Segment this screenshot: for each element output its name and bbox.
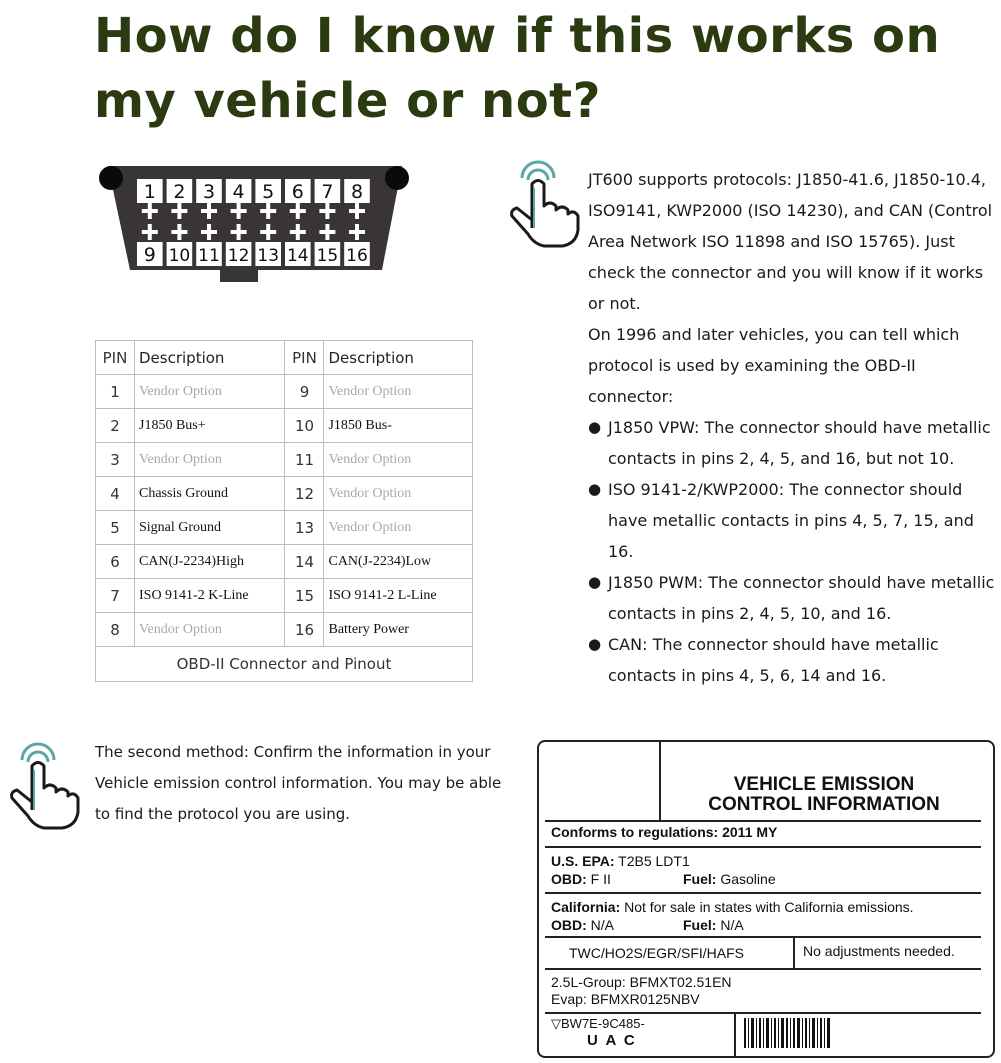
connector-pin-label: 4 [232,181,245,203]
pin-number: 3 [96,443,135,477]
obd-value: F II [590,871,611,887]
list-item [588,567,998,629]
table-row [96,443,473,477]
pin-number: 2 [96,409,135,443]
pin-contact [266,224,270,240]
connector-pin-label: 8 [350,181,364,203]
divider [545,1012,981,1014]
protocols-section [588,164,998,691]
divider [545,846,981,848]
protocols-intro: JT600 supports protocols: J1850-41.6, J1850-10.4, ISO9141, KWP2000 (ISO 14230), and CAN (Control Area Network ISO 11898 and ISO 15765). Just check the connector and you will know if it works or not. [588,170,993,313]
pin-contact [207,203,211,219]
label-heading: CONTROL INFORMATION [708,794,940,815]
california-key: California: [551,899,621,915]
pin-contact [325,224,329,240]
pin-number: 12 [285,477,324,511]
divider [734,1012,736,1056]
divider [793,936,795,968]
pin-description: Vendor Option [324,375,473,409]
pin-number: 14 [285,545,324,579]
connector-pin-label: 5 [262,181,275,203]
protocol-text: CAN: The connector should have metallic contacts in pins 4, 5, 6, 14 and 16. [608,635,939,685]
pin-contact [355,203,359,219]
protocol-text: J1850 VPW: The connector should have metallic contacts in pins 2, 4, 5, and 16, but not 10. [608,418,991,468]
fuel-key: Fuel: [683,871,717,887]
list-item [588,474,998,567]
pin-description: Chassis Ground [135,477,285,511]
emission-label [537,740,995,1058]
pin-description: Vendor Option [135,613,285,647]
pin-number: 10 [285,409,324,443]
page-title: How do I know if this works on my vehicle or not? [94,8,941,129]
part-code-value: BW7E-9C485- [561,1016,645,1031]
protocol-text: J1850 PWM: The connector should have metallic contacts in pins 2, 4, 5, 10, and 16. [608,573,995,623]
connector-pin-label: 12 [227,246,250,266]
pin-contact [148,203,152,219]
pin-description: Vendor Option [135,443,285,477]
connector-pin-label: 9 [143,244,156,266]
connector-pin-label: 14 [286,246,309,266]
fuel-value: N/A [720,917,744,933]
obd-line [551,871,611,887]
pin-number: 11 [285,443,324,477]
divider [545,892,981,894]
pin-header: PIN [285,341,324,375]
second-method-text: The second method: Confirm the information in your Vehicle emission control information. You may be able to find the protocol you are using. [95,743,502,823]
pin-contact [237,203,241,219]
systems-text: TWC/HO2S/EGR/SFI/HAFS [569,945,745,961]
pin-contact [325,203,329,219]
pin-number: 5 [96,511,135,545]
epa-value: T2B5 LDT1 [618,853,690,869]
pin-number: 1 [96,375,135,409]
pin-number: 15 [285,579,324,613]
table-caption-row [96,647,473,682]
california-value: Not for sale in states with California emissions. [624,899,914,915]
hand-pointer-icon [504,160,580,248]
divider [545,820,981,822]
pin-description: CAN(J-2234)High [135,545,285,579]
description-header: Description [135,341,285,375]
fuel-line [683,871,776,887]
connector-pin-label: 2 [173,181,186,203]
table-row [96,579,473,613]
conforms-text [551,824,777,840]
bullet-icon: ● [588,573,602,591]
table-row [96,613,473,647]
fuel-line [683,917,744,933]
barcode-icon [744,1018,834,1048]
pin-contact [296,224,300,240]
triangle-icon: ▽ [551,1016,561,1031]
obd-key: OBD: [551,871,587,887]
pin-description: ISO 9141-2 L-Line [324,579,473,613]
pin-number: 9 [285,375,324,409]
list-item [588,412,998,474]
fuel-value: Gasoline [720,871,776,887]
bullet-icon: ● [588,480,602,498]
connector-pin-label: 13 [257,246,280,266]
table-caption: OBD-II Connector and Pinout [96,647,473,682]
pin-header: PIN [96,341,135,375]
epa-line [551,853,690,869]
pin-description: ISO 9141-2 K-Line [135,579,285,613]
pin-number: 4 [96,477,135,511]
table-row [96,409,473,443]
hand-pointer-icon [4,742,80,830]
pin-description: Vendor Option [324,511,473,545]
evap-text: Evap: BFMXR0125NBV [551,991,700,1007]
connector-pin-label: 7 [321,181,334,203]
table-row [96,511,473,545]
pin-number: 8 [96,613,135,647]
table-row [96,545,473,579]
pin-description: Vendor Option [324,477,473,511]
list-item [588,629,998,691]
connector-pin-label: 6 [291,181,304,203]
pin-number: 6 [96,545,135,579]
epa-key: U.S. EPA: [551,853,615,869]
divider [545,968,981,970]
pin-description: J1850 Bus+ [135,409,285,443]
connector-pin-label: 3 [202,181,216,203]
pin-number: 7 [96,579,135,613]
part-code [551,1016,645,1032]
connector-pin-label: 1 [143,181,156,203]
connector-pin-label: 11 [198,246,220,266]
pin-description: Vendor Option [324,443,473,477]
pin-description: CAN(J-2234)Low [324,545,473,579]
pin-contact [177,224,181,240]
divider [659,742,661,820]
connector-pin-label: 16 [346,246,368,266]
label-heading: VEHICLE EMISSION [733,774,915,795]
pin-contact [207,224,211,240]
table-row [96,477,473,511]
california-line [551,899,914,915]
conforms-value: Conforms to regulations: 2011 MY [551,824,778,840]
uac-code: U A C [587,1032,637,1049]
pinout-table [95,340,473,682]
pin-description: J1850 Bus- [324,409,473,443]
pin-contact [237,224,241,240]
obd-connector-icon [96,160,416,285]
obd-value: N/A [590,917,615,933]
bullet-icon: ● [588,418,602,436]
pin-contact [355,224,359,240]
connector-pin-label: 15 [316,246,339,266]
pin-description: Vendor Option [135,375,285,409]
bullet-icon: ● [588,635,602,653]
pin-number: 16 [285,613,324,647]
adjustments-text: No adjustments needed. [803,943,955,959]
pin-contact [266,203,270,219]
table-header-row [96,341,473,375]
description-header: Description [324,341,473,375]
obd-line [551,917,614,933]
table-row [96,375,473,409]
pin-contact [296,203,300,219]
pin-number: 13 [285,511,324,545]
protocol-list [588,412,998,691]
pin-description: Battery Power [324,613,473,647]
pin-contact [148,224,152,240]
divider [545,936,981,938]
group-text: 2.5L-Group: BFMXT02.51EN [551,974,732,990]
protocol-text: ISO 9141-2/KWP2000: The connector should have metallic contacts in pins 4, 5, 7, 15, and 16. [608,480,974,561]
obd-key: OBD: [551,917,587,933]
protocols-method: On 1996 and later vehicles, you can tell which protocol is used by examining the OBD-II connector: [588,325,960,406]
pin-contact [177,203,181,219]
connector-pin-label: 10 [168,246,191,266]
pin-description: Signal Ground [135,511,285,545]
fuel-key: Fuel: [683,917,717,933]
